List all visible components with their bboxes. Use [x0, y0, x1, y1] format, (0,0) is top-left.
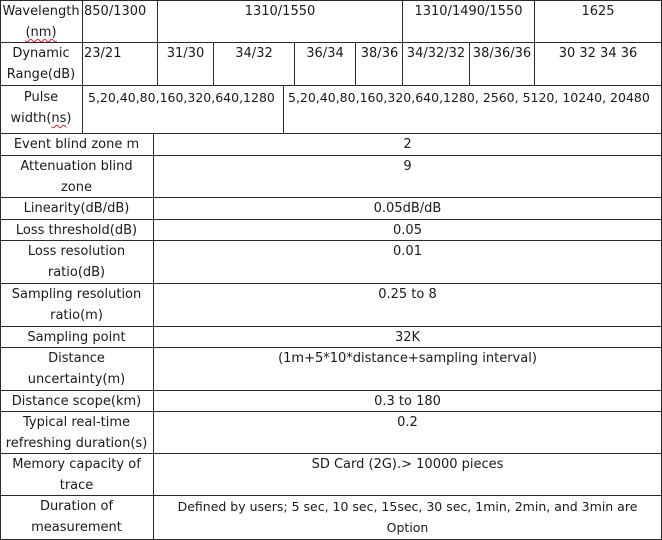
pulse-width-label-line-1: Pulse — [23, 90, 59, 105]
pulse-width-label-line-2 — [0, 108, 82, 129]
row-label-line: trace — [59, 478, 94, 493]
row-label-line: ratio(dB) — [47, 265, 106, 280]
pulse-width-label-part: width( — [10, 111, 52, 126]
row-value: 0.01 — [393, 244, 422, 259]
dynamic-range-value: 36/34 — [306, 46, 344, 61]
row-label-line: zone — [60, 180, 92, 195]
row-label — [0, 284, 153, 326]
row-label-line: measurement — [31, 520, 122, 535]
dynamic-range-value: 38/36/36 — [472, 46, 532, 61]
row-label-line: ratio(m) — [50, 308, 103, 323]
wavelength-value: 1310/1490/1550 — [414, 4, 523, 19]
row-value: 32K — [394, 330, 421, 345]
wavelength-label-line-2: (nm) — [25, 25, 57, 40]
dynamic-range-label-line-2: Range(dB) — [6, 67, 76, 82]
wavelength-value: 1625 — [581, 4, 615, 19]
row-label: Sampling point — [27, 330, 126, 345]
row-value: 0.05 — [393, 223, 422, 238]
row-label-line: Duration of — [39, 499, 114, 514]
row-label — [0, 348, 153, 390]
row-value-line: Option — [386, 520, 429, 535]
row-label-line: Sampling resolution — [11, 287, 142, 302]
row-value: 2 — [403, 137, 412, 152]
dynamic-range-value: 38/36 — [360, 46, 399, 61]
row-label — [0, 454, 153, 495]
row-label-line: Distance — [48, 351, 105, 366]
pulse-width-label — [0, 86, 82, 133]
wavelength-value: 1310/1550 — [244, 4, 316, 19]
dynamic-range-value: 31/30 — [166, 46, 205, 61]
dynamic-range-value: 23/21 — [84, 46, 122, 61]
row-value: 0.3 to 180 — [374, 394, 441, 409]
wavelength-label — [0, 1, 82, 42]
row-label — [0, 241, 153, 283]
row-label — [0, 156, 153, 197]
wavelength-value: 850/1300 — [84, 4, 147, 19]
row-value: (1m+5*10*distance+sampling interval) — [278, 351, 537, 366]
dynamic-range-value: 30 32 34 36 — [558, 46, 638, 61]
row-label-line: Memory capacity of — [12, 457, 141, 472]
row-label: Event blind zone m — [13, 137, 140, 152]
pulse-width-unit: ns — [51, 111, 67, 126]
grid-line — [0, 85, 662, 86]
row-value: 9 — [403, 159, 412, 174]
row-label — [0, 412, 153, 453]
row-label-line: refreshing duration(s) — [5, 436, 148, 451]
row-value: 0.25 to 8 — [378, 287, 437, 302]
row-label-line: Typical real-time — [22, 415, 131, 430]
row-label-line: Attenuation blind — [20, 159, 133, 174]
dynamic-range-label — [0, 43, 82, 85]
wavelength-label-line-1: Wavelength — [2, 4, 80, 19]
row-label: Loss threshold(dB) — [15, 223, 138, 238]
pulse-width-value: 5,20,40,80,160,320,640,1280, 2560, 5120, 10240, 20480 — [288, 90, 650, 105]
row-label: Distance scope(km) — [11, 394, 142, 409]
row-label-line: uncertainty(m) — [27, 372, 126, 387]
pulse-width-value: 5,20,40,80,160,320,640,1280 — [88, 90, 275, 105]
dynamic-range-value: 34/32 — [235, 46, 273, 61]
dynamic-range-label-line-1: Dynamic — [12, 46, 70, 61]
row-value: 0.05dB/dB — [373, 201, 442, 216]
row-label-line: Loss resolution — [27, 244, 126, 259]
dynamic-range-value: 34/32/32 — [406, 46, 466, 61]
row-value — [154, 496, 661, 539]
row-label — [0, 496, 153, 539]
row-label: Linearity(dB/dB) — [23, 201, 130, 216]
row-value-line: Defined by users; 5 sec, 10 sec, 15sec, 30 sec, 1min, 2min, and 3min are — [177, 499, 638, 514]
pulse-width-label-part: ) — [66, 111, 72, 126]
row-value: 0.2 — [397, 415, 418, 430]
row-value: SD Card (2G).> 10000 pieces — [311, 457, 504, 472]
